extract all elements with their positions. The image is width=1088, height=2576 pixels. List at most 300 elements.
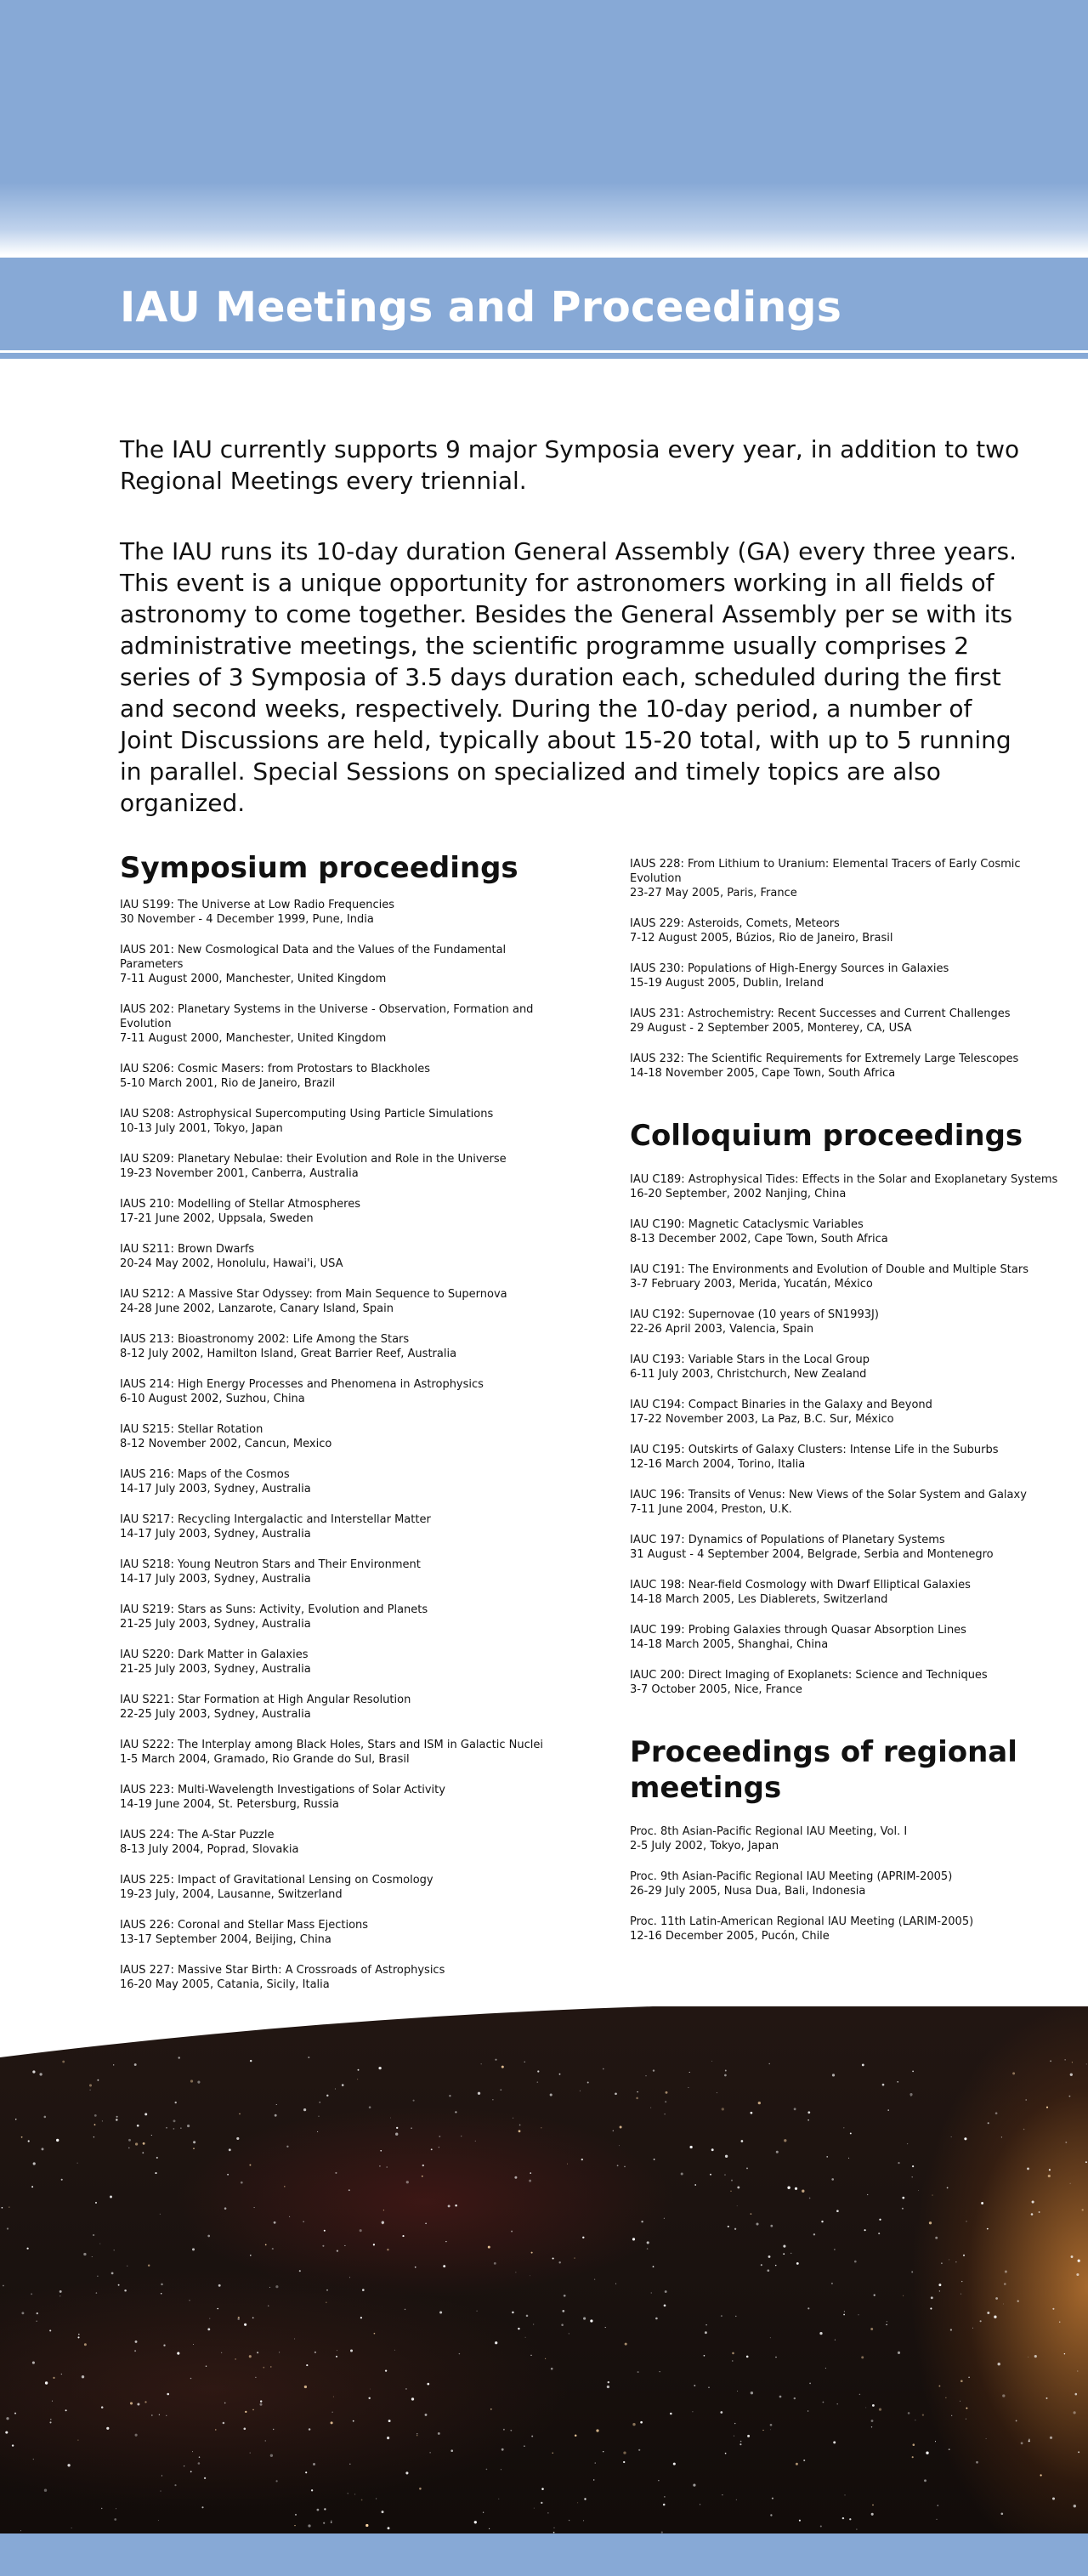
symposium-entry-title: IAUS 229: Asteroids, Comets, Meteors	[630, 917, 840, 930]
star	[870, 2328, 873, 2330]
star	[443, 2265, 445, 2267]
starfield-image	[0, 2006, 1088, 2533]
star	[809, 2198, 811, 2199]
star	[474, 2521, 477, 2523]
star	[550, 2093, 552, 2096]
colloquium-entry-detail: 22-26 April 2003, Valencia, Spain	[630, 1323, 814, 1336]
star	[689, 2146, 692, 2148]
star	[161, 2293, 162, 2295]
star	[724, 2174, 725, 2175]
star	[289, 2216, 290, 2217]
star	[257, 2352, 258, 2353]
star	[489, 2528, 490, 2529]
star	[912, 2071, 914, 2073]
star	[455, 2111, 456, 2113]
symposium-entry-detail: 29 August - 2 September 2005, Monterey, CA, USA	[630, 1022, 912, 1035]
star	[770, 2225, 773, 2227]
colloquium-entry-title: IAUC 196: Transits of Venus: New Views of the Solar System and Galaxy	[630, 1489, 1027, 1501]
star	[625, 2343, 627, 2346]
star	[831, 2283, 833, 2284]
star	[512, 2312, 514, 2314]
star	[8, 2207, 9, 2208]
symposium-entry-title: IAU S219: Stars as Suns: Activity, Evolution and Planets	[120, 1603, 428, 1616]
symposium-entry-detail: 23-27 May 2005, Paris, France	[630, 887, 797, 899]
star	[324, 2508, 326, 2510]
star	[198, 2462, 201, 2465]
star	[422, 2165, 424, 2166]
star	[101, 2406, 104, 2409]
star	[776, 2151, 779, 2153]
star	[229, 2148, 231, 2151]
star	[737, 2391, 738, 2392]
star	[545, 2358, 546, 2359]
star	[32, 2070, 35, 2073]
star	[260, 2403, 263, 2406]
star	[710, 2174, 711, 2176]
star	[617, 2165, 619, 2166]
symposium-entry-detail: 21-25 July 2003, Sydney, Australia	[120, 1618, 311, 1631]
star	[28, 2140, 30, 2142]
star	[349, 2464, 350, 2465]
star	[620, 2126, 622, 2129]
star	[960, 2380, 963, 2382]
star	[790, 2253, 791, 2254]
star	[936, 2519, 937, 2520]
star	[758, 2102, 761, 2104]
star	[603, 2068, 604, 2070]
symposium-entry	[630, 1052, 1072, 1081]
star	[704, 2355, 706, 2357]
star	[1021, 2442, 1023, 2444]
star	[835, 2340, 836, 2341]
star	[101, 2508, 102, 2509]
star	[349, 2277, 350, 2278]
star	[808, 2119, 809, 2121]
star	[77, 2439, 78, 2440]
star	[14, 2413, 16, 2414]
symposium-entry	[120, 1422, 562, 1451]
star	[655, 2318, 658, 2320]
colloquium-entry-title: IAUC 199: Probing Galaxies through Quasar Absorption Lines	[630, 1624, 966, 1637]
star	[730, 2191, 731, 2192]
symposium-entry	[120, 1783, 562, 1812]
star	[244, 2324, 246, 2326]
star	[373, 2244, 375, 2245]
star	[177, 2352, 179, 2355]
star	[955, 2261, 956, 2262]
star	[935, 2441, 936, 2442]
star	[859, 2394, 861, 2396]
star	[882, 2084, 885, 2086]
star	[161, 2284, 163, 2286]
star	[843, 2314, 845, 2316]
star	[439, 2136, 440, 2137]
star	[941, 2262, 943, 2264]
star	[951, 2415, 952, 2416]
star	[929, 2221, 932, 2224]
star	[189, 2300, 190, 2301]
star	[361, 2499, 363, 2501]
star	[511, 2231, 513, 2233]
star	[111, 2272, 114, 2275]
star	[747, 2435, 750, 2437]
star	[495, 2341, 497, 2344]
star	[694, 2184, 696, 2186]
symposium-entry-title: IAUS 232: The Scientific Requirements for Extremely Large Telescopes	[630, 1053, 1019, 1065]
star	[144, 2113, 147, 2115]
symposium-entry	[120, 1467, 562, 1496]
star	[751, 2112, 753, 2114]
star	[795, 2187, 797, 2190]
star	[740, 2443, 741, 2445]
star	[193, 2344, 194, 2345]
star	[151, 2414, 153, 2416]
star	[531, 2252, 533, 2254]
star	[270, 2366, 271, 2367]
colloquium-entry-title: IAUC 198: Near-field Cosmology with Dwarf Elliptical Galaxies	[630, 1579, 971, 1592]
star	[711, 2061, 712, 2062]
star	[390, 2118, 391, 2119]
star	[1028, 2440, 1030, 2442]
star	[411, 2127, 412, 2129]
star	[902, 2197, 904, 2199]
star	[636, 2097, 638, 2100]
star	[787, 2187, 790, 2189]
star	[584, 2498, 586, 2499]
symposium-entry-title: IAU S222: The Interplay among Black Holes, Stars and ISM in Galactic Nuclei	[120, 1739, 543, 1751]
star	[405, 2309, 406, 2311]
star	[724, 2074, 727, 2077]
star	[250, 2255, 252, 2256]
star	[350, 2350, 353, 2352]
star	[94, 2114, 97, 2117]
star	[722, 2108, 724, 2110]
symposium-entry	[120, 1287, 562, 1316]
star	[252, 2317, 254, 2318]
star	[95, 2202, 97, 2204]
star	[615, 2092, 617, 2095]
star	[67, 2464, 70, 2466]
star	[987, 2312, 989, 2314]
star	[594, 2278, 595, 2279]
star	[429, 2452, 430, 2453]
star	[844, 2311, 845, 2312]
star	[342, 2084, 344, 2086]
star	[388, 2420, 391, 2422]
star	[221, 2352, 222, 2353]
star	[322, 2245, 324, 2247]
star	[794, 2108, 796, 2110]
star	[502, 2448, 504, 2451]
star	[1059, 2322, 1060, 2323]
colloquium-entry-title: IAU C195: Outskirts of Galaxy Clusters: Intense Life in the Suburbs	[630, 1444, 999, 1456]
star	[492, 2099, 493, 2100]
star	[705, 2331, 707, 2334]
star	[926, 2452, 928, 2454]
star	[670, 2413, 672, 2415]
star	[94, 2124, 96, 2125]
star	[770, 2429, 771, 2430]
star	[77, 2163, 78, 2164]
star	[947, 2187, 949, 2189]
symposium-entry	[120, 1738, 562, 1767]
star	[15, 2119, 17, 2120]
star	[898, 2162, 899, 2164]
star	[897, 2081, 898, 2083]
star	[488, 2246, 490, 2249]
star	[751, 2392, 753, 2394]
star	[449, 2095, 450, 2097]
star	[368, 2397, 370, 2399]
star	[45, 2381, 48, 2384]
symposium-entry-detail: 24-28 June 2002, Lanzarote, Canary Island, Spain	[120, 1302, 394, 1315]
colloquium-entry-detail: 8-13 December 2002, Cape Town, South Africa	[630, 1233, 888, 1245]
star	[547, 2512, 548, 2513]
star	[6, 2417, 8, 2420]
star	[254, 2207, 255, 2208]
star	[908, 2412, 910, 2414]
star	[244, 2428, 246, 2431]
star	[1031, 2213, 1034, 2216]
star	[737, 2186, 740, 2188]
colloquium-entry-detail: 12-16 March 2004, Torino, Italia	[630, 1458, 806, 1471]
star	[193, 2148, 195, 2149]
star	[1076, 2273, 1079, 2276]
star	[305, 2471, 307, 2473]
symposium-entry-title: IAU S217: Recycling Intergalactic and Interstellar Matter	[120, 1513, 431, 1526]
star	[995, 2112, 998, 2114]
star	[762, 2430, 763, 2431]
star	[775, 2357, 776, 2358]
star	[335, 2172, 337, 2174]
star	[734, 2228, 736, 2230]
star	[1050, 2437, 1052, 2439]
star	[833, 2441, 836, 2443]
star	[425, 2222, 427, 2224]
star	[241, 2182, 243, 2184]
star	[871, 2426, 872, 2427]
colloquium-entry-title: IAU C191: The Environments and Evolution of Double and Multiple Stars	[630, 1263, 1028, 1276]
star	[1052, 2497, 1055, 2499]
star	[419, 2488, 422, 2490]
star	[223, 2422, 225, 2425]
symposium-entry-detail: 14-17 July 2003, Sydney, Australia	[120, 1573, 311, 1586]
star	[541, 2502, 542, 2504]
star	[664, 2496, 665, 2497]
colloquium-entry	[630, 1353, 1072, 1382]
star	[413, 2100, 415, 2102]
star	[1078, 2260, 1080, 2262]
star	[529, 2180, 531, 2182]
symposium-entry-title: IAUS 231: Astrochemistry: Recent Successes and Current Challenges	[630, 1007, 1011, 1020]
star	[874, 2294, 876, 2295]
star	[299, 2270, 301, 2272]
symposium-entry	[120, 1512, 562, 1541]
star	[879, 2409, 881, 2411]
colloquium-entry	[630, 1398, 1072, 1427]
symposium-entry-title: IAUS 223: Multi-Wavelength Investigations of Solar Activity	[120, 1784, 445, 1796]
regional-entry-title: Proc. 11th Latin-American Regional IAU Meeting (LARIM-2005)	[630, 1915, 974, 1928]
star	[268, 2305, 269, 2306]
star	[78, 2334, 80, 2335]
star	[1017, 2301, 1019, 2302]
star	[294, 2525, 295, 2526]
star	[52, 2401, 53, 2402]
intro-paragraph-1: The IAU currently supports 9 major Symposia every year, in addition to two Regional Meetings every triennial.	[120, 435, 1020, 495]
star	[632, 2423, 635, 2426]
star	[1016, 2420, 1017, 2421]
star	[379, 2165, 381, 2167]
symposium-entry-title: IAU S211: Brown Dwarfs	[120, 1243, 255, 1256]
star	[775, 2265, 776, 2266]
star	[796, 2463, 798, 2465]
regional-entry	[630, 1870, 1072, 1898]
colloquium-entry	[630, 1262, 1072, 1291]
star	[190, 2471, 192, 2472]
colloquium-entry-title: IAUC 197: Dynamics of Populations of Planetary Systems	[630, 1534, 945, 1546]
star	[820, 2525, 822, 2527]
colloquium-entry-title: IAU C194: Compact Binaries in the Galaxy and Beyond	[630, 1399, 932, 1411]
star	[587, 2082, 589, 2084]
star	[273, 2429, 274, 2430]
star	[263, 2367, 264, 2369]
star	[740, 2441, 742, 2443]
star	[531, 2436, 533, 2437]
star	[725, 2453, 727, 2454]
symposium-entry	[120, 1873, 562, 1902]
star	[995, 2297, 998, 2300]
star	[583, 2318, 586, 2320]
star	[551, 2368, 553, 2370]
star	[737, 2205, 738, 2206]
star	[445, 2241, 446, 2242]
star	[44, 2489, 47, 2492]
star	[623, 2451, 626, 2454]
star	[731, 2180, 733, 2182]
star	[218, 2284, 221, 2287]
star	[60, 2290, 62, 2293]
star	[42, 2148, 44, 2150]
regional-entry-title: Proc. 8th Asian-Pacific Regional IAU Meeting, Vol. I	[630, 1825, 908, 1838]
colloquium-entry-detail: 3-7 February 2003, Merida, Yucatán, México	[630, 1278, 873, 1291]
star	[1075, 2393, 1078, 2396]
star	[1085, 2161, 1087, 2163]
star	[654, 2159, 655, 2160]
star	[411, 2397, 414, 2400]
star	[494, 2262, 496, 2265]
star	[431, 2148, 433, 2150]
star	[918, 2190, 919, 2191]
star	[265, 2440, 266, 2441]
star	[751, 2213, 752, 2215]
star	[249, 2355, 252, 2358]
star	[348, 2189, 350, 2191]
star	[106, 2427, 109, 2430]
star	[483, 2512, 484, 2513]
symposium-entry	[630, 1007, 1072, 1036]
star	[380, 2150, 382, 2152]
star	[552, 2453, 553, 2454]
star	[980, 2320, 982, 2322]
symposium-entry-detail: 7-11 August 2000, Manchester, United Kingdom	[120, 1032, 387, 1045]
symposium-entry-title: IAU S220: Dark Matter in Galaxies	[120, 1648, 309, 1661]
star	[1082, 2209, 1084, 2210]
star	[1049, 2169, 1051, 2170]
right-column	[630, 857, 1072, 1960]
star	[77, 2336, 79, 2338]
star	[135, 2142, 138, 2145]
colloquium-entry	[630, 1578, 1072, 1607]
star	[93, 2234, 94, 2236]
star	[142, 2152, 144, 2153]
footer-band	[0, 2533, 1088, 2576]
star	[887, 2109, 889, 2111]
star	[135, 2341, 138, 2343]
colloquium-entry	[630, 1668, 1072, 1697]
symposium-entry-title: IAUS 201: New Cosmological Data and the Values of the Fundamental Parameters	[120, 944, 507, 971]
symposium-entry-title: IAU S212: A Massive Star Odyssey: from Main Sequence to Supernova	[120, 1288, 507, 1301]
star	[913, 2443, 915, 2446]
star	[250, 2060, 252, 2062]
star	[1052, 2308, 1054, 2310]
star	[217, 2308, 218, 2310]
star	[294, 2339, 295, 2340]
star	[378, 2067, 381, 2069]
star	[694, 2385, 695, 2386]
star	[476, 2311, 477, 2312]
star	[961, 2281, 962, 2282]
star	[276, 2104, 277, 2105]
star	[331, 2520, 332, 2521]
star	[732, 2352, 734, 2355]
star	[490, 2409, 492, 2410]
star	[1003, 2304, 1004, 2305]
regional-entry-detail: 12-16 December 2005, Pucón, Chile	[630, 1930, 830, 1943]
symposium-entry-detail: 14-19 June 2004, St. Petersburg, Russia	[120, 1798, 339, 1811]
star	[245, 2411, 246, 2413]
star	[50, 2419, 52, 2420]
symposium-entry-detail: 6-10 August 2002, Suzhou, China	[120, 1393, 305, 1405]
symposium-entry-detail: 19-23 July, 2004, Lausanne, Switzerland	[120, 1888, 343, 1901]
regional-heading: Proceedings of regional meetings	[630, 1735, 1017, 1805]
star	[898, 2352, 900, 2354]
symposium-entry	[120, 1918, 562, 1947]
star	[83, 2253, 86, 2255]
starfield-background	[0, 2006, 1088, 2533]
star	[448, 2204, 450, 2207]
star	[808, 2307, 809, 2309]
star	[854, 2261, 857, 2263]
symposium-entry-detail: 14-18 November 2005, Cape Town, South Africa	[630, 1067, 896, 1080]
star	[903, 2295, 904, 2296]
symposium-entry	[120, 1377, 562, 1406]
star	[1070, 2183, 1071, 2184]
symposium-entry-detail: 15-19 August 2005, Dublin, Ireland	[630, 977, 824, 990]
star	[783, 2245, 785, 2248]
star	[275, 2480, 277, 2482]
star	[337, 2250, 338, 2251]
symposium-entry	[120, 1332, 562, 1361]
star	[761, 2264, 762, 2266]
symposium-entry	[120, 1197, 562, 1226]
star	[770, 2337, 771, 2338]
symposium-entry-detail: 22-25 July 2003, Sydney, Australia	[120, 1708, 311, 1721]
star	[641, 2221, 643, 2222]
star	[561, 2324, 564, 2326]
star	[647, 2241, 649, 2244]
star	[638, 2449, 640, 2451]
star	[209, 2318, 210, 2319]
